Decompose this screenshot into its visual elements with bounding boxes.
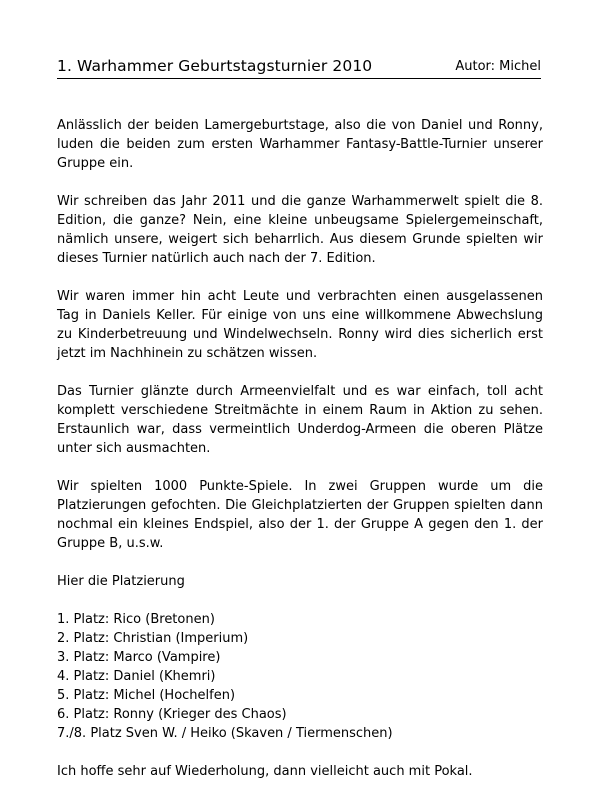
document-page: [57, 56, 543, 800]
closing-paragraph: Ich hoffe sehr auf Wiederholung, dann vielleicht auch mit Pokal.: [57, 764, 473, 779]
ranking-item: 5. Platz: Michel (Hochelfen): [57, 688, 236, 703]
ranking-intro: Hier die Platzierung: [57, 574, 185, 589]
paragraph-venue: Wir waren immer hin acht Leute und verbrachten einen ausgelassenen Tag in Daniels Keller. Für einige von uns eine willkommene Abwechslung zu Kinderbetreuung und Windelwechseln. Ronny wird dies sicherlich erst jetzt im Nachhinein zu schätzen wissen.: [57, 289, 543, 361]
document-author: Autor: Michel: [455, 59, 541, 74]
ranking-item: 6. Platz: Ronny (Krieger des Chaos): [57, 707, 287, 722]
document-header: [57, 56, 541, 79]
ranking-item: 4. Platz: Daniel (Khemri): [57, 669, 216, 684]
document-body: [57, 116, 543, 781]
ranking-item: 7./8. Platz Sven W. / Heiko (Skaven / Tiermenschen): [57, 726, 393, 741]
ranking-item: 1. Platz: Rico (Bretonen): [57, 612, 215, 627]
paragraph-armies: Das Turnier glänzte durch Armeenvielfalt und es war einfach, toll acht komplett verschiedene Streitmächte in einem Raum in Aktion zu sehen. Erstaunlich war, dass vermeintlich Underdog-Armeen die oberen Plätze unter sich ausmachten.: [57, 384, 543, 456]
paragraph-edition: Wir schreiben das Jahr 2011 und die ganze Warhammerwelt spielt die 8. Edition, die ganze? Nein, eine kleine unbeugsame Spielergemeinschaft, nämlich unsere, weigert sich beharrlich. Aus diesem Grunde spielten wir dieses Turnier natürlich auch nach der 7. Edition.: [57, 194, 543, 266]
ranking-list: [57, 610, 543, 743]
document-title: 1. Warhammer Geburtstagsturnier 2010: [57, 57, 373, 75]
paragraph-format: Wir spielten 1000 Punkte-Spiele. In zwei Gruppen wurde um die Platzierungen gefochten. Die Gleichplatzierten der Gruppen spielten dann nochmal ein kleines Endspiel, also der 1. der Gruppe A gegen den 1. der Gruppe B, u.s.w.: [57, 479, 543, 551]
ranking-item: 2. Platz: Christian (Imperium): [57, 631, 249, 646]
paragraph-intro: Anlässlich der beiden Lamergeburtstage, also die von Daniel und Ronny, luden die beiden zum ersten Warhammer Fantasy-Battle-Turnier unserer Gruppe ein.: [57, 118, 543, 171]
ranking-item: 3. Platz: Marco (Vampire): [57, 650, 221, 665]
